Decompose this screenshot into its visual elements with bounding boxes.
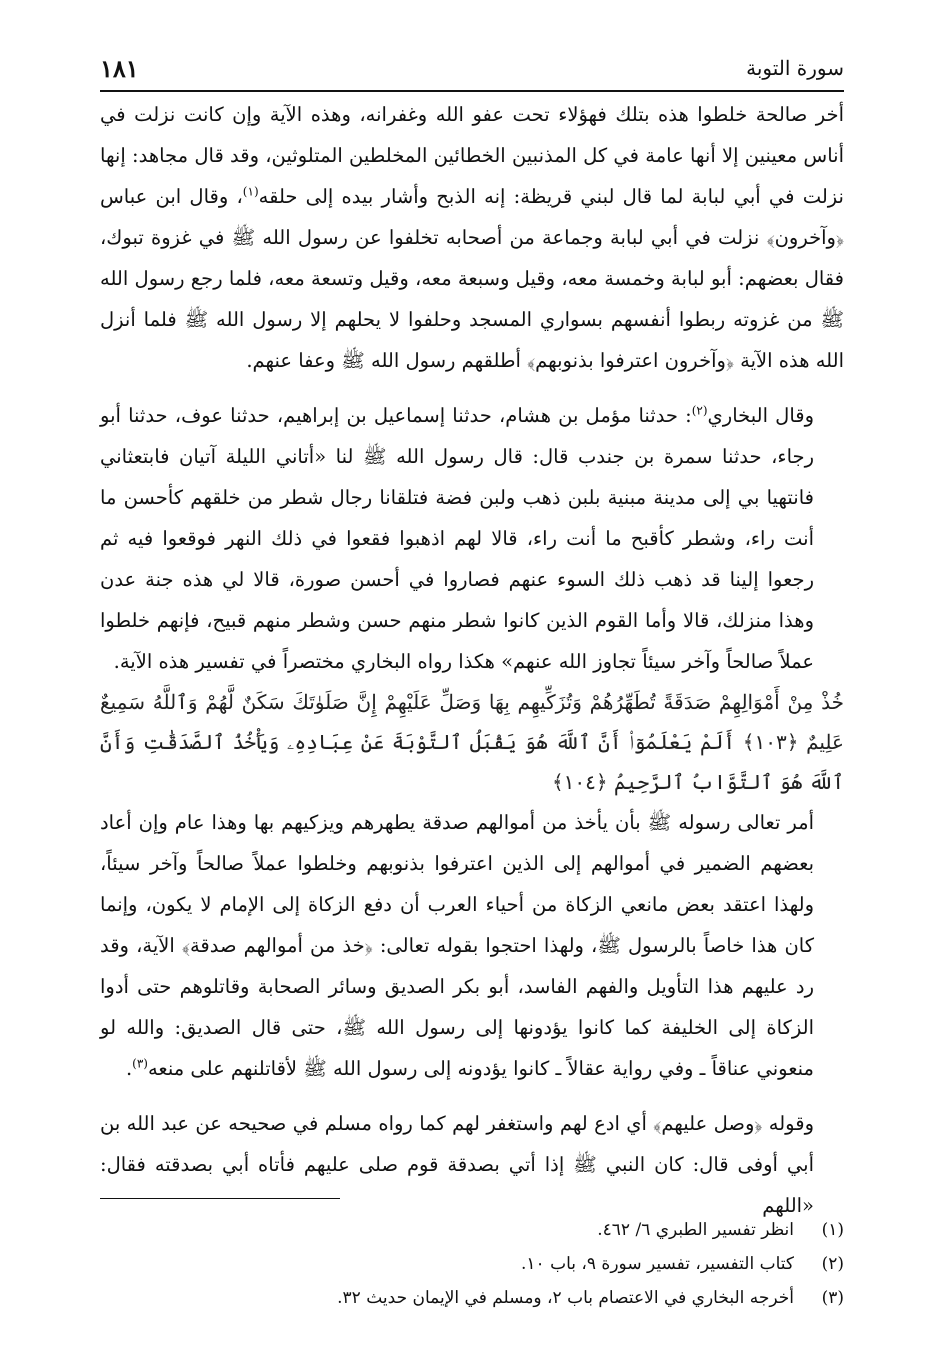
footnote-1 <box>100 1213 844 1247</box>
footnote-3 <box>100 1281 844 1315</box>
footnote-divider <box>100 1198 340 1199</box>
main-text <box>100 94 844 1226</box>
footnote-2 <box>100 1247 844 1281</box>
paragraph-4: وقوله ﴿وصل عليهم﴾ أي ادع لهم واستغفر لهم كما رواه مسلم في صحيحه عن عبد الله بن أبي أوفى قال: كان النبي ﷺ إذا أتي بصدقة قوم صلى عليهم فأتاه أبي بصدقته فقال: «اللهم <box>100 1112 814 1217</box>
page-number: ١٨١ <box>100 54 139 83</box>
footnote-text: أخرجه البخاري في الاعتصام باب ٢، ومسلم في الإيمان حديث ٣٢. <box>337 1288 794 1308</box>
footnotes <box>100 1198 844 1315</box>
footnote-text: انظر تفسير الطبري ٦/ ٤٦٢. <box>597 1220 794 1240</box>
footnote-number: (٢) <box>821 1254 844 1274</box>
footnote-ref-2[interactable]: (٢) <box>691 403 708 418</box>
paragraph-2: وقال البخاري$^{(٢)}$: حدثنا مؤمل بن هشام، حدثنا إسماعيل بن إبراهيم، حدثنا عوف، حدثنا أبو رجاء، حدثنا سمرة بن جندب قال: قال رسول الله ﷺ لنا «أتاني الليلة آتيان فابتعثاني فانتهيا بي إلى مدينة مبنية بلبن ذهب ولبن فضة فتلقانا رجال شطر من خلقهم كأحسن ما أنت راء، وشطر كأقبح ما أنت راء، قالا لهم اذهبوا فقعوا في ذلك النهر فوقعوا فيه ثم رجعوا إلينا قد ذهب ذلك السوء عنهم فصاروا في أحسن صورة، قالا لي هذه جنة عدن وهذا منزلك، قالا وأما القوم الذين كانوا شطر منهم حسن وشطر منهم قبيح، فإنهم خلطوا عملاً صالحاً وآخر سيئاً تجاوز الله عنهم» هكذا رواه البخاري مختصراً في تفسير هذه الآية. <box>100 403 815 673</box>
quran-verse: خُذْ مِنْ أَمْوَالِهِمْ صَدَقَةً تُطَهِّرُهُمْ وَتُزَكِّيهِم بِهَا وَصَلِّ عَلَيْهِمْ إِنَّ صَلَوٰتَكَ سَكَنٌ لَّهُمْ وَٱللَّهُ سَمِيعٌ عَلِيمٌ ﴿١٠٣﴾ أَلَمْ يَعْلَمُوٓا۟ أَنَّ ٱللَّهَ هُوَ يَقْبَلُ ٱلتَّوْبَةَ عَنْ عِبَادِهِۦ وَيَأْخُذُ ٱلصَّدَقَٰتِ وَأَنَّ ٱللَّهَ هُوَ ٱلتَّوَّابُ ٱلرَّحِيمُ ﴿١٠٤﴾ <box>100 690 844 794</box>
surah-title: سورة التوبة <box>746 56 844 80</box>
footnote-number: (١) <box>821 1220 844 1240</box>
page-header <box>100 50 844 92</box>
footnote-text: كتاب التفسير، تفسير سورة ٩، باب ١٠. <box>521 1254 794 1274</box>
paragraph-3: أمر تعالى رسوله ﷺ بأن يأخذ من أموالهم صدقة يطهرهم ويزكيهم بها وهذا عام وإن أعاد بعضهم الضمير في أموالهم إلى الذين اعترفوا بذنوبهم وخلطوا عملاً صالحاً وآخر سيئاً، ولهذا اعتقد بعض مانعي الزكاة من أحياء العرب أن دفع الزكاة إلى الإمام لا يكون، وإنما كان هذا خاصاً بالرسول ﷺ، ولهذا احتجوا بقوله تعالى: ﴿خذ من أموالهم صدقة﴾ الآية، وقد رد عليهم هذا التأويل والفهم الفاسد، أبو بكر الصديق وسائر الصحابة وقاتلوهم حتى أدوا الزكاة إلى الخليفة كما كانوا يؤدونها إلى رسول الله ﷺ، حتى قال الصديق: والله لو منعوني عناقاً ـ وفي رواية عقالاً ـ كانوا يؤدونه إلى رسول الله ﷺ لأقاتلنهم على منعه$^{(٣)}$. <box>100 811 814 1080</box>
footnote-ref-1[interactable]: (١) <box>242 184 259 199</box>
paragraph-1: أخر صالحة خلطوا هذه بتلك فهؤلاء تحت عفو الله وغفرانه، وهذه الآية وإن كانت نزلت في أناس معينين إلا أنها عامة في كل المذنبين الخطائين المخلطين المتلوثين، وقد قال مجاهد: إنها نزلت في أبي لبابة لما قال لبني قريظة: إنه الذبح وأشار بيده إلى حلقه$^{(١)}$، وقال ابن عباس ﴿وآخرون﴾ نزلت في أبي لبابة وجماعة من أصحابه تخلفوا عن رسول الله ﷺ في غزوة تبوك، فقال بعضهم: أبو لبابة وخمسة معه، وقيل وسبعة معه، وقيل وتسعة معه، فلما رجع رسول الله ﷺ من غزوته ربطوا أنفسهم بسواري المسجد وحلفوا لا يحلهم إلا رسول الله ﷺ فلما أنزل الله هذه الآية ﴿وآخرون اعترفوا بذنوبهم﴾ أطلقهم رسول الله ﷺ وعفا عنهم. <box>100 103 844 372</box>
footnote-ref-3[interactable]: (٣) <box>132 1056 148 1071</box>
footnote-number: (٣) <box>821 1288 844 1308</box>
